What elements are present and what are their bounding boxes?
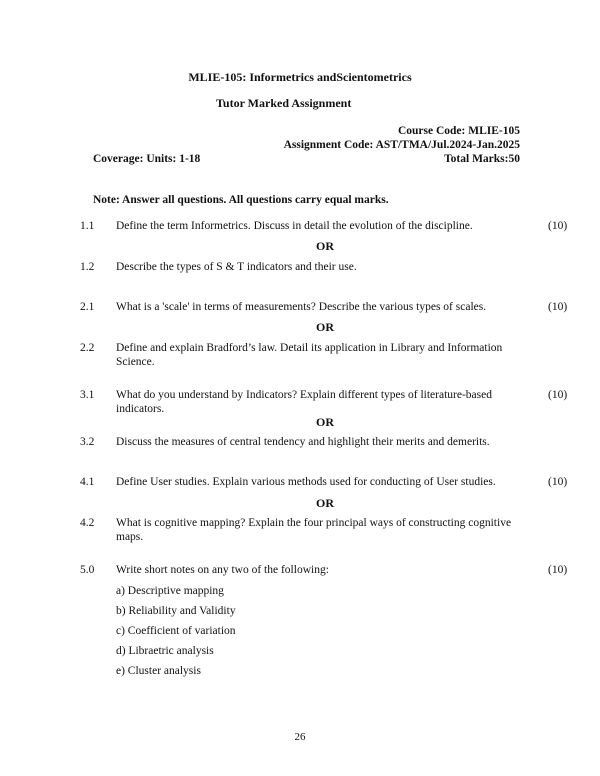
page-number: 26 bbox=[294, 731, 306, 743]
question-text: Write short notes on any two of the following: bbox=[116, 564, 329, 576]
coverage: Coverage: Units: 1-18 bbox=[93, 153, 201, 165]
question-number: 1.1 bbox=[80, 220, 95, 232]
question-marks: (10) bbox=[548, 301, 568, 313]
question-number: 4.1 bbox=[80, 476, 95, 488]
question-text: Define and explain Bradford’s law. Detail its application in Library and Information Science. bbox=[116, 342, 503, 368]
question-text: Define User studies. Explain various methods used for conducting of User studies. bbox=[116, 476, 496, 488]
question-number: 3.2 bbox=[80, 436, 95, 448]
question-number: 2.2 bbox=[80, 342, 95, 354]
question-marks: (10) bbox=[548, 389, 568, 401]
or-separator: OR bbox=[316, 496, 334, 510]
option-item: c) Coefficient of variation bbox=[116, 625, 236, 637]
question-number: 5.0 bbox=[80, 564, 95, 576]
document-title: MLIE-105: Informetrics andScientometrics bbox=[188, 70, 412, 84]
question-number: 3.1 bbox=[80, 389, 95, 401]
question-marks: (10) bbox=[548, 564, 568, 576]
question-number: 1.2 bbox=[80, 261, 95, 273]
option-item: a) Descriptive mapping bbox=[116, 585, 224, 597]
question-text: Discuss the measures of central tendency and highlight their merits and demerits. bbox=[116, 436, 490, 448]
question-text: What do you understand by Indicators? Explain different types of literature-based indicators. bbox=[116, 389, 492, 415]
option-item: b) Reliability and Validity bbox=[116, 605, 236, 617]
question-text: What is cognitive mapping? Explain the four principal ways of constructing cognitive maps. bbox=[116, 517, 512, 543]
assignment-code: Assignment Code: AST/TMA/Jul.2024-Jan.2025 bbox=[283, 139, 520, 151]
option-item: e) Cluster analysis bbox=[116, 665, 201, 677]
or-separator: OR bbox=[316, 239, 334, 253]
option-item: d) Libraetric analysis bbox=[116, 645, 214, 657]
document-subtitle: Tutor Marked Assignment bbox=[216, 96, 352, 110]
question-number: 4.2 bbox=[80, 517, 95, 529]
instructions-note: Note: Answer all questions. All questions carry equal marks. bbox=[93, 194, 389, 206]
question-text: Define the term Informetrics. Discuss in detail the evolution of the discipline. bbox=[116, 220, 473, 232]
or-separator: OR bbox=[316, 415, 334, 429]
question-marks: (10) bbox=[548, 220, 568, 232]
question-marks: (10) bbox=[548, 476, 568, 488]
or-separator: OR bbox=[316, 320, 334, 334]
question-text: What is a 'scale' in terms of measurements? Describe the various types of scales. bbox=[116, 301, 487, 313]
course-code: Course Code: MLIE-105 bbox=[397, 125, 520, 137]
question-number: 2.1 bbox=[80, 301, 95, 313]
total-marks: Total Marks:50 bbox=[444, 153, 520, 165]
question-text: Describe the types of S & T indicators and their use. bbox=[116, 261, 357, 273]
